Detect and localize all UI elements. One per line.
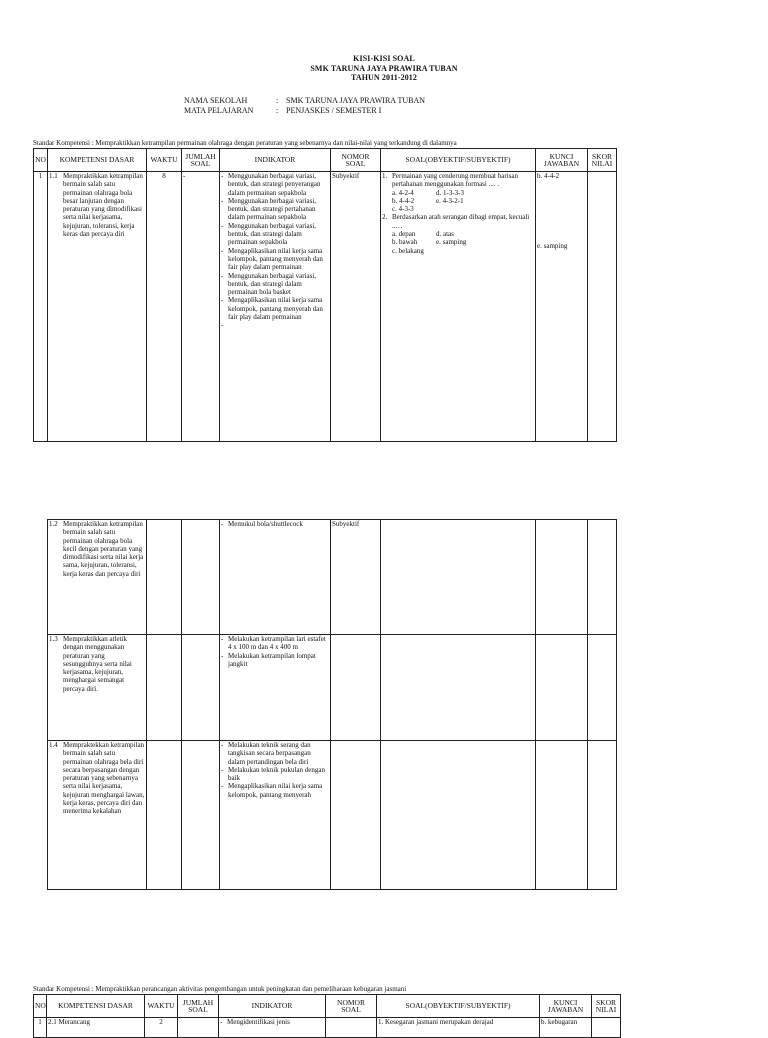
cell-indikator	[219, 1018, 326, 1038]
cell-no: 1	[34, 172, 48, 442]
table-row	[48, 635, 617, 741]
cell-kompetensi-dasar: 2.1 Merancang	[47, 1018, 145, 1038]
school-separator: :	[276, 96, 279, 105]
col-skor-nilai: SKOR NILAI	[588, 149, 617, 172]
cell-skor-nilai	[588, 635, 617, 741]
cell-kunci-jawaban: b. kebugaran	[540, 1018, 592, 1038]
grid-table-2	[47, 519, 617, 890]
cell-kompetensi-dasar: 1.3 Mempraktikkan atletik dengan menggunakan peraturan yang sesungguhnya serta nilai kerjasama, kejujuran, menghargai semangat percaya diri.	[48, 635, 147, 741]
indikator-item: - Melakukan ketrampilan lari estafet 4 x 100 m dan 4 x 400 m	[221, 635, 329, 652]
cell-waktu: 8	[147, 172, 182, 442]
col-nomor-soal: NOMOR SOAL	[331, 149, 381, 172]
table-row	[34, 1018, 621, 1038]
col-soal: SOAL(OBYEKTIF/SUBYEKTIF)	[381, 149, 536, 172]
cell-indikator	[220, 520, 331, 635]
subject-value: PENJASKES / SEMESTER I	[286, 106, 382, 115]
table-row	[34, 172, 617, 442]
col-no: NO	[34, 149, 48, 172]
col-jumlah-soal: JUMLAH SOAL	[182, 149, 220, 172]
grid-table-3	[33, 994, 621, 1038]
col-soal: SOAL(OBYEKTIF/SUBYEKTIF)	[377, 995, 540, 1018]
cell-kunci-jawaban	[536, 172, 588, 442]
cell-waktu	[147, 520, 182, 635]
col-kunci-jawaban: KUNCI JAWABAN	[540, 995, 592, 1018]
cell-indikator	[220, 172, 331, 442]
indikator-item: - Menggunakan berbagai variasi, bentuk, dan strategi penyerangan dalam permainan sepakbola	[221, 172, 329, 197]
cell-waktu	[147, 741, 182, 890]
cell-kunci-jawaban	[536, 635, 588, 741]
cell-jumlah-soal	[182, 520, 220, 635]
indikator-item: - Mengaplikasikan nilai kerja sama kelompok, pantang menyerah dan fair play dalam permainan	[221, 296, 329, 321]
indikator-item: - Mengidentifikasi jenis	[220, 1018, 324, 1026]
col-no: NO	[34, 995, 47, 1018]
table-row	[48, 520, 617, 635]
indikator-item: - Mengaplikasikan nilai kerja sama kelompok, pantang menyerah dan fair play dalam permainan	[221, 247, 329, 272]
cell-kunci-jawaban	[536, 520, 588, 635]
question-1: 1. Permainan yang cenderung membuat barisan pertahanan menggunakan formasi .... .	[382, 172, 534, 189]
cell-soal	[381, 741, 536, 890]
indikator-item: - Melakukan teknik serang dan tangkisan secara berpasangan dalam pertandingan bela diri	[221, 741, 329, 766]
cell-jumlah-soal	[178, 1018, 219, 1038]
indikator-item: - Menggunakan berbagai variasi, bentuk, dan strategi dalam permainan sepakbola	[221, 222, 329, 247]
answer-key-1: b. 4-4-2	[537, 172, 560, 180]
table-header-row	[34, 995, 621, 1018]
answer-key-2: e. samping	[537, 242, 568, 251]
grid-table-1	[33, 148, 617, 442]
cell-nomor-soal	[326, 1018, 377, 1038]
cell-nomor-soal: Subyektif	[331, 172, 381, 442]
col-kunci-jawaban: KUNCI JAWABAN	[536, 149, 588, 172]
col-jumlah-soal: JUMLAH SOAL	[178, 995, 219, 1018]
table-header-row	[34, 149, 617, 172]
title-line-1: KISI-KISI SOAL	[353, 54, 415, 63]
cell-no: 1	[34, 1018, 47, 1038]
cell-kompetensi-dasar	[48, 172, 147, 442]
col-waktu: WAKTU	[147, 149, 182, 172]
cell-skor-nilai	[588, 520, 617, 635]
cell-soal: 1. Kesegaran jasmani merupakan derajad	[377, 1018, 540, 1038]
kd-number: 1.1	[49, 172, 58, 180]
indikator-item: - Menggunakan berbagai variasi, bentuk, dan strategi pertahanan dalam permainan sepakbola	[221, 197, 329, 222]
school-label: NAMA SEKOLAH	[184, 96, 248, 105]
competency-standard-1: Standar Kompetensi : Mempraktikkan ketrampilan permainan olahraga dengan peraturan yang sebenarnya dan nilai-nilai yang terkandung di dalamnya	[33, 139, 457, 147]
cell-jumlah-soal	[182, 635, 220, 741]
table-row	[48, 741, 617, 890]
cell-soal	[381, 635, 536, 741]
subject-separator: :	[276, 106, 279, 115]
question-1-text: Permainan yang cenderung membuat barisan pertahanan menggunakan formasi .... .	[392, 172, 518, 189]
indikator-item: - Memukul bola/shuttlecock	[221, 520, 329, 528]
cell-kompetensi-dasar: 1.4 Mempraktekkan ketrampilan bermain salah satu permainan olahraga bela diri secara berpasangan dengan peraturan yang sebenarnya serta nilai kerjasama, kejujuran menghargai lawan, kerja keras, percaya diri dan menerima kekalahan	[48, 741, 147, 890]
question-2-options: a. depan d. atas b. bawah e. samping c. belakang	[392, 230, 467, 255]
col-nomor-soal: NOMOR SOAL	[326, 995, 377, 1018]
subject-label: MATA PELAJARAN	[184, 106, 254, 115]
cell-skor-nilai	[588, 172, 617, 442]
title-line-3: TAHUN 2011-2012	[350, 73, 418, 82]
cell-nomor-soal: Subyektif	[331, 520, 381, 635]
col-kompetensi-dasar: KOMPETENSI DASAR	[48, 149, 147, 172]
cell-skor-nilai	[592, 1018, 621, 1038]
question-1-options: a. 4-2-4 d. 1-3-3-3 b. 4-4-2 e. 4-3-2-1 c. 4-3-3	[392, 188, 464, 214]
indikator-item: - Mengaplikasikan nilai kerja sama kelompok, pantang menyerah	[221, 782, 329, 799]
cell-indikator	[220, 635, 331, 741]
school-value: SMK TARUNA JAYA PRAWIRA TUBAN	[286, 96, 426, 105]
competency-standard-2: Standar Kompetensi : Mempraktikkan perancangan aktivitas pengembangan untuk peningkatan dan pemeliharaan kebugaran jasmani	[33, 985, 407, 993]
cell-soal	[381, 520, 536, 635]
cell-kunci-jawaban	[536, 741, 588, 890]
question-2: 2. Berdasarkan arah serangan dibagi empat, kecuali .... .	[382, 213, 534, 230]
col-kompetensi-dasar: KOMPETENSI DASAR	[47, 995, 145, 1018]
col-indikator: INDIKATOR	[219, 995, 326, 1018]
cell-nomor-soal	[331, 741, 381, 890]
cell-indikator	[220, 741, 331, 890]
cell-jumlah-soal: -	[182, 172, 220, 442]
cell-waktu: 2	[145, 1018, 178, 1038]
document-title	[0, 54, 768, 83]
cell-jumlah-soal	[182, 741, 220, 890]
title-line-2: SMK TARUNA JAYA PRAWIRA TUBAN	[310, 63, 458, 73]
indikator-item: - Melakukan ketrampilan lompat jangkit	[221, 652, 329, 669]
cell-waktu	[147, 635, 182, 741]
cell-skor-nilai	[588, 741, 617, 890]
question-2-text: Berdasarkan arah serangan dibagi empat, kecuali .... .	[392, 213, 530, 230]
col-waktu: WAKTU	[145, 995, 178, 1018]
cell-soal	[381, 172, 536, 442]
cell-kompetensi-dasar: 1.2 Mempraktikkan ketrampilan bermain salah satu permainan olahraga bola kecil dengan peraturan yang dimodifikasi serta nilai kerja sama, kejujuran, toleransi, kerja keras dan percaya diri	[48, 520, 147, 635]
indikator-item: - Menggunakan berbagai variasi, bentuk, dan strategi dalam permainan bola basket	[221, 272, 329, 297]
cell-nomor-soal	[331, 635, 381, 741]
col-skor-nilai: SKOR NILAI	[592, 995, 621, 1018]
indikator-item: - Melakukan teknik pukulan dengan baik	[221, 766, 329, 783]
kd-text: Mempraktikkan ketrampilan bermain salah satu permainan olahraga bola besar lanjutan dengan peraturan yang dimodifikasi serta nilai kerjasama, kejujuran, toleransi, kerja keras dan percaya diri	[63, 172, 143, 239]
col-indikator: INDIKATOR	[220, 149, 331, 172]
